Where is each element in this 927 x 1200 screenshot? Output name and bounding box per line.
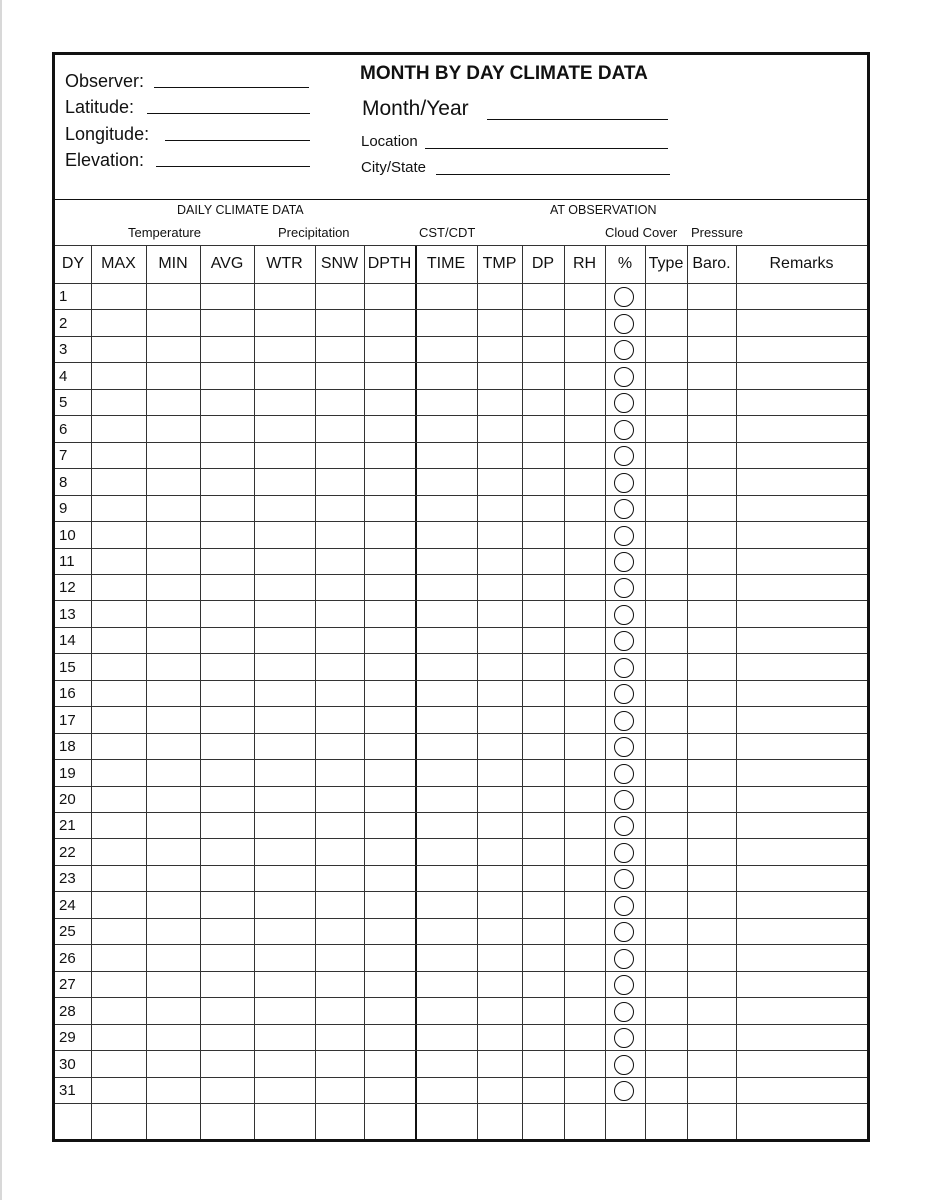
row-divider [55, 521, 867, 522]
column-header-baro: Baro. [692, 255, 731, 272]
cloud-cover-circle[interactable] [614, 658, 634, 678]
day-number: 26 [59, 949, 76, 967]
cloud-cover-circle[interactable] [614, 1055, 634, 1075]
cloud-cover-circle[interactable] [614, 1002, 634, 1022]
page-edge [0, 0, 2, 1200]
column-header-snw: SNW [320, 255, 359, 272]
column-header-tmp: TMP [482, 255, 517, 272]
column-header-min: MIN [158, 255, 188, 272]
row-divider [55, 653, 867, 654]
climate-form [52, 52, 870, 1142]
day-number: 13 [59, 605, 76, 623]
column-header-remarks: Remarks [769, 255, 834, 272]
day-number: 6 [59, 420, 68, 438]
row-divider [55, 389, 867, 390]
day-number: 8 [59, 473, 68, 491]
column-divider [146, 245, 147, 1139]
day-number: 15 [59, 658, 76, 676]
day-number: 12 [59, 579, 76, 596]
cloud-cover-circle[interactable] [614, 975, 634, 995]
elevation-field[interactable] [156, 166, 310, 167]
row-divider [55, 245, 867, 246]
row-divider [55, 1024, 867, 1025]
row-divider [55, 838, 867, 839]
column-header-dp: DP [531, 255, 555, 272]
column-divider [91, 245, 92, 1139]
row-divider [55, 468, 867, 469]
column-divider [200, 245, 201, 1139]
cloud-cover-circle[interactable] [614, 816, 634, 836]
row-divider [55, 1103, 867, 1104]
city-state-label: City/State [361, 159, 427, 176]
time-zone-subheader: CST/CDT [419, 225, 476, 240]
day-number: 22 [59, 843, 76, 861]
column-header-dy: DY [61, 255, 85, 272]
column-divider [736, 245, 737, 1139]
column-divider [522, 245, 523, 1139]
form-header [55, 55, 867, 200]
location-label: Location [361, 133, 418, 150]
column-header-type: Type [648, 255, 684, 272]
day-number: 25 [59, 923, 76, 940]
day-number: 2 [59, 314, 68, 332]
cloud-cover-circle[interactable] [614, 631, 634, 651]
column-divider [415, 245, 417, 1139]
day-number: 4 [59, 367, 68, 385]
row-divider [55, 706, 867, 707]
column-header-avg: AVG [210, 255, 244, 272]
row-divider [55, 865, 867, 866]
location-field[interactable] [425, 148, 668, 149]
row-divider [55, 997, 867, 998]
cloud-cover-circle[interactable] [614, 287, 634, 307]
day-number: 27 [59, 976, 76, 993]
cloud-cover-circle[interactable] [614, 499, 634, 519]
row-divider [55, 1050, 867, 1051]
column-header-wtr: WTR [266, 255, 303, 272]
row-divider [55, 759, 867, 760]
cloud-cover-circle[interactable] [614, 949, 634, 969]
day-number: 1 [59, 288, 68, 305]
cloud-cover-circle[interactable] [614, 578, 634, 598]
column-header-max: MAX [101, 255, 136, 272]
cloud-cover-circle[interactable] [614, 314, 634, 334]
row-divider [55, 786, 867, 787]
day-number: 21 [59, 817, 76, 834]
climate-table [55, 245, 867, 1139]
row-divider [55, 442, 867, 443]
row-divider [55, 971, 867, 972]
daily-climate-section: DAILY CLIMATE DATA [177, 203, 304, 217]
row-divider [55, 600, 867, 601]
day-number: 17 [59, 711, 76, 729]
column-divider [477, 245, 478, 1139]
day-number: 11 [59, 553, 75, 570]
row-divider [55, 733, 867, 734]
day-number: 23 [59, 870, 76, 887]
cloud-cover-circle[interactable] [614, 869, 634, 889]
column-divider [254, 245, 255, 1139]
row-divider [55, 415, 867, 416]
day-number: 29 [59, 1029, 76, 1046]
cloud-cover-circle[interactable] [614, 552, 634, 572]
column-divider [645, 245, 646, 1139]
row-divider [55, 918, 867, 919]
column-header-percent: % [617, 255, 633, 272]
column-divider [564, 245, 565, 1139]
day-number: 7 [59, 447, 68, 464]
column-header-dpth: DPTH [367, 255, 412, 272]
observation-section: AT OBSERVATION [550, 203, 657, 217]
row-divider [55, 336, 867, 337]
day-number: 31 [59, 1082, 76, 1099]
day-number: 19 [59, 764, 76, 782]
day-number: 18 [59, 738, 76, 755]
day-number: 16 [59, 685, 76, 702]
day-number: 3 [59, 341, 68, 358]
day-number: 9 [59, 500, 68, 517]
cloud-cover-circle[interactable] [614, 1028, 634, 1048]
row-divider [55, 548, 867, 549]
cloud-cover-circle[interactable] [614, 1081, 634, 1101]
longitude-field[interactable] [165, 140, 310, 141]
day-number: 30 [59, 1055, 76, 1073]
cloud-cover-circle[interactable] [614, 764, 634, 784]
day-number: 28 [59, 1002, 76, 1020]
temperature-subheader: Temperature [128, 225, 201, 240]
row-divider [55, 283, 867, 284]
day-number: 14 [59, 632, 76, 649]
city-state-field[interactable] [436, 174, 670, 175]
precipitation-subheader: Precipitation [278, 225, 350, 240]
cloud-cover-circle[interactable] [614, 922, 634, 942]
observer-label: Observer: [65, 71, 145, 91]
row-divider [55, 891, 867, 892]
cloud-cover-circle[interactable] [614, 790, 634, 810]
row-divider [55, 812, 867, 813]
cloud-cover-subheader: Cloud Cover [605, 225, 678, 240]
longitude-label: Longitude: [65, 124, 150, 144]
row-divider [55, 574, 867, 575]
column-divider [605, 245, 606, 1139]
cloud-cover-circle[interactable] [614, 711, 634, 731]
observer-field[interactable] [154, 87, 309, 88]
cloud-cover-circle[interactable] [614, 526, 634, 546]
row-divider [55, 362, 867, 363]
row-divider [55, 627, 867, 628]
cloud-cover-circle[interactable] [614, 340, 634, 360]
column-header-rh: RH [572, 255, 597, 272]
row-divider [55, 309, 867, 310]
cloud-cover-circle[interactable] [614, 446, 634, 466]
cloud-cover-circle[interactable] [614, 393, 634, 413]
cloud-cover-circle[interactable] [614, 896, 634, 916]
cloud-cover-circle[interactable] [614, 367, 634, 387]
cloud-cover-circle[interactable] [614, 473, 634, 493]
day-number: 5 [59, 394, 68, 411]
row-divider [55, 680, 867, 681]
cloud-cover-circle[interactable] [614, 684, 634, 704]
day-number: 10 [59, 526, 76, 544]
column-divider [364, 245, 365, 1139]
month-year-field[interactable] [487, 119, 668, 120]
latitude-label: Latitude: [65, 97, 135, 117]
month-year-label: Month/Year [362, 97, 469, 120]
column-divider [315, 245, 316, 1139]
row-divider [55, 944, 867, 945]
column-divider [687, 245, 688, 1139]
cloud-cover-circle[interactable] [614, 605, 634, 625]
cloud-cover-circle[interactable] [614, 843, 634, 863]
column-header-time: TIME [426, 255, 466, 272]
pressure-subheader: Pressure [691, 225, 744, 240]
latitude-field[interactable] [147, 113, 310, 114]
day-number: 20 [59, 791, 76, 808]
cloud-cover-circle[interactable] [614, 737, 634, 757]
form-title: MONTH BY DAY CLIMATE DATA [360, 63, 648, 84]
cloud-cover-circle[interactable] [614, 420, 634, 440]
row-divider [55, 1077, 867, 1078]
elevation-label: Elevation: [65, 150, 145, 170]
row-divider [55, 495, 867, 496]
day-number: 24 [59, 896, 76, 914]
